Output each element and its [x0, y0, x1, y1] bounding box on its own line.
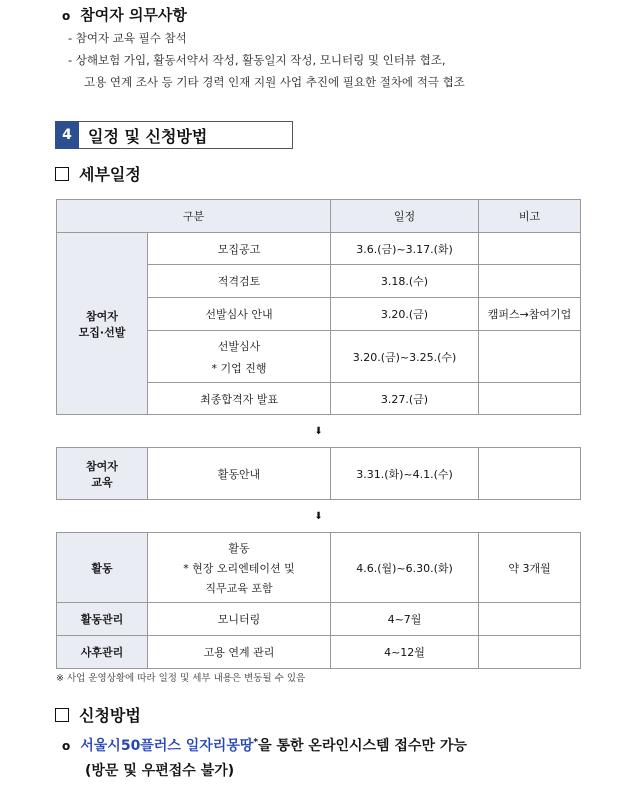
header-note: 비고	[479, 200, 581, 233]
row-date: 3.20.(금)~3.25.(수)	[331, 331, 479, 383]
group-activity: 활동	[57, 533, 148, 603]
row-date: 3.6.(금)~3.17.(화)	[331, 233, 479, 265]
group-recruit: 참여자 모집·선발	[57, 233, 148, 415]
row-item: 모집공고	[148, 233, 331, 265]
arrow-row	[57, 415, 581, 448]
row-date: 4~7월	[331, 603, 479, 636]
table-row	[57, 603, 581, 636]
header-date: 일정	[331, 200, 479, 233]
schedule-footnote: ※ 사업 운영상황에 따라 일정 및 세부 내용은 변동될 수 있음	[56, 673, 306, 684]
duty-item: 고용 연계 조사 등 기타 경력 인재 지원 사업 추진에 필요한 절차에 적극 협조	[84, 75, 465, 89]
row-note	[479, 636, 581, 669]
row-date: 4.6.(월)~6.30.(화)	[331, 533, 479, 603]
table-row	[57, 533, 581, 603]
row-date: 3.31.(화)~4.1.(수)	[331, 448, 479, 500]
row-item: 선발심사 * 기업 진행	[148, 331, 331, 383]
row-date: 3.20.(금)	[331, 298, 479, 331]
apply-text: 을 통한 온라인시스템 접수만 가능	[258, 738, 467, 754]
row-date: 4~12월	[331, 636, 479, 669]
row-item: 최종합격자 발표	[148, 383, 331, 415]
row-note	[479, 603, 581, 636]
duty-item: - 상해보험 가입, 활동서약서 작성, 활동일지 작성, 모니터링 및 인터뷰 협조,	[68, 53, 446, 67]
duties-title: o 참여자 의무사항	[62, 6, 187, 24]
table-row	[57, 233, 581, 265]
row-note	[479, 448, 581, 500]
footnote-mark: *	[253, 737, 259, 748]
row-note: 캠퍼스→참여기업	[479, 298, 581, 331]
row-item: 활동 * 현장 오리엔테이션 및 직무교육 포함	[148, 533, 331, 603]
section-title: 일정 및 신청방법	[88, 127, 208, 146]
schedule-table	[56, 199, 581, 669]
table-row	[57, 448, 581, 500]
down-arrow-icon: ⬇	[57, 415, 581, 448]
down-arrow-icon: ⬇	[57, 500, 581, 533]
header-category: 구분	[57, 200, 331, 233]
table-row	[57, 636, 581, 669]
table-header-row	[57, 200, 581, 233]
bullet-icon: o	[62, 739, 71, 753]
row-item: 적격검토	[148, 265, 331, 298]
apply-line-2: (방문 및 우편접수 불가)	[85, 763, 235, 779]
row-note: 약 3개월	[479, 533, 581, 603]
group-education: 참여자 교육	[57, 448, 148, 500]
row-note	[479, 233, 581, 265]
apply-line-1	[62, 735, 467, 755]
group-after: 사후관리	[57, 636, 148, 669]
section-number: 4	[55, 121, 79, 149]
row-note	[479, 265, 581, 298]
apply-system-link[interactable]: 서울시50플러스 일자리몽땅	[80, 738, 254, 754]
group-manage: 활동관리	[57, 603, 148, 636]
apply-heading: 신청방법	[55, 703, 141, 726]
row-item: 활동안내	[148, 448, 331, 500]
checkbox-square-icon	[55, 167, 69, 181]
arrow-row	[57, 500, 581, 533]
checkbox-square-icon	[55, 708, 69, 722]
duty-item: - 참여자 교육 필수 참석	[68, 31, 187, 45]
bullet-icon: o	[62, 9, 71, 23]
schedule-heading: 세부일정	[55, 162, 141, 185]
row-item: 고용 연계 관리	[148, 636, 331, 669]
row-item: 선발심사 안내	[148, 298, 331, 331]
row-date: 3.18.(수)	[331, 265, 479, 298]
row-note	[479, 383, 581, 415]
row-item: 모니터링	[148, 603, 331, 636]
row-note	[479, 331, 581, 383]
row-date: 3.27.(금)	[331, 383, 479, 415]
